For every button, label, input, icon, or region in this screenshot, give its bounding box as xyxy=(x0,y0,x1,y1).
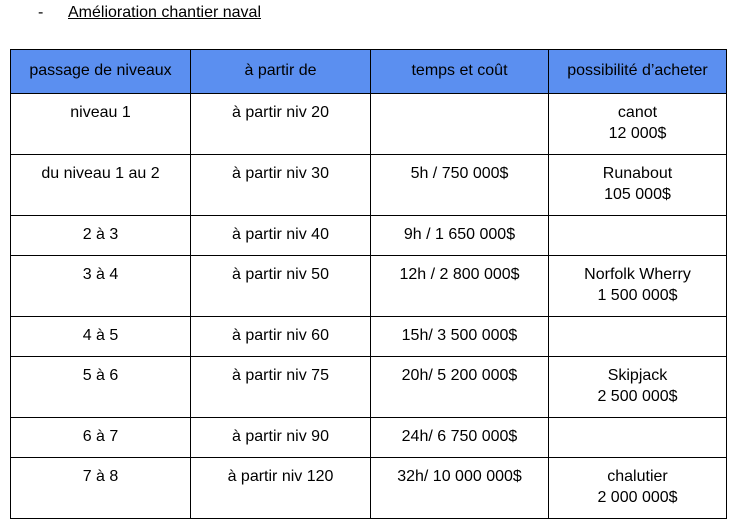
table-row xyxy=(11,458,727,519)
cell-time-cost: 9h / 1 650 000$ xyxy=(371,216,549,256)
header-time-cost: temps et coût xyxy=(371,50,549,94)
cell-buy xyxy=(549,458,727,519)
cell-time-cost: 20h/ 5 200 000$ xyxy=(371,357,549,418)
table-header-row xyxy=(11,50,727,94)
cell-from: à partir niv 30 xyxy=(191,155,371,216)
cell-time-cost: 24h/ 6 750 000$ xyxy=(371,418,549,458)
cell-from: à partir niv 90 xyxy=(191,418,371,458)
buy-item-name: Skipjack xyxy=(607,367,668,384)
cell-from: à partir niv 50 xyxy=(191,256,371,317)
cell-buy xyxy=(549,357,727,418)
shipyard-upgrade-table xyxy=(10,49,727,519)
buy-item-name: Runabout xyxy=(602,165,673,182)
buy-item-name: Norfolk Wherry xyxy=(584,266,691,283)
buy-item-price: 1 500 000$ xyxy=(597,287,678,304)
cell-from: à partir niv 40 xyxy=(191,216,371,256)
cell-time-cost xyxy=(371,94,549,155)
buy-item-name: canot xyxy=(617,104,658,121)
cell-from: à partir niv 60 xyxy=(191,317,371,357)
section-title: Amélioration chantier naval xyxy=(68,4,261,21)
table-row xyxy=(11,155,727,216)
cell-level: 4 à 5 xyxy=(11,317,191,357)
cell-level: 7 à 8 xyxy=(11,458,191,519)
table-row xyxy=(11,216,727,256)
cell-level: 3 à 4 xyxy=(11,256,191,317)
section-heading xyxy=(38,3,261,23)
cell-level: 6 à 7 xyxy=(11,418,191,458)
cell-buy xyxy=(549,216,727,256)
buy-item-price: 2 500 000$ xyxy=(597,388,678,405)
header-purchase-option: possibilité d’acheter xyxy=(549,50,727,94)
buy-item-price: 12 000$ xyxy=(608,125,667,142)
buy-item-name: chalutier xyxy=(607,468,668,485)
header-starting-from: à partir de xyxy=(191,50,371,94)
table-row xyxy=(11,256,727,317)
buy-item-price: 105 000$ xyxy=(604,186,671,203)
cell-buy xyxy=(549,256,727,317)
cell-from: à partir niv 120 xyxy=(191,458,371,519)
header-level-transition: passage de niveaux xyxy=(11,50,191,94)
cell-from: à partir niv 20 xyxy=(191,94,371,155)
table-row xyxy=(11,357,727,418)
cell-buy xyxy=(549,418,727,458)
cell-time-cost: 32h/ 10 000 000$ xyxy=(371,458,549,519)
cell-from: à partir niv 75 xyxy=(191,357,371,418)
cell-level: niveau 1 xyxy=(11,94,191,155)
cell-buy xyxy=(549,155,727,216)
cell-buy xyxy=(549,94,727,155)
cell-level: 2 à 3 xyxy=(11,216,191,256)
cell-level: 5 à 6 xyxy=(11,357,191,418)
cell-time-cost: 5h / 750 000$ xyxy=(371,155,549,216)
buy-item-price: 2 000 000$ xyxy=(597,489,678,506)
cell-time-cost: 12h / 2 800 000$ xyxy=(371,256,549,317)
bullet-dash: - xyxy=(38,4,44,21)
table-row xyxy=(11,317,727,357)
cell-buy xyxy=(549,317,727,357)
cell-time-cost: 15h/ 3 500 000$ xyxy=(371,317,549,357)
table-row xyxy=(11,94,727,155)
table-row xyxy=(11,418,727,458)
cell-level: du niveau 1 au 2 xyxy=(11,155,191,216)
